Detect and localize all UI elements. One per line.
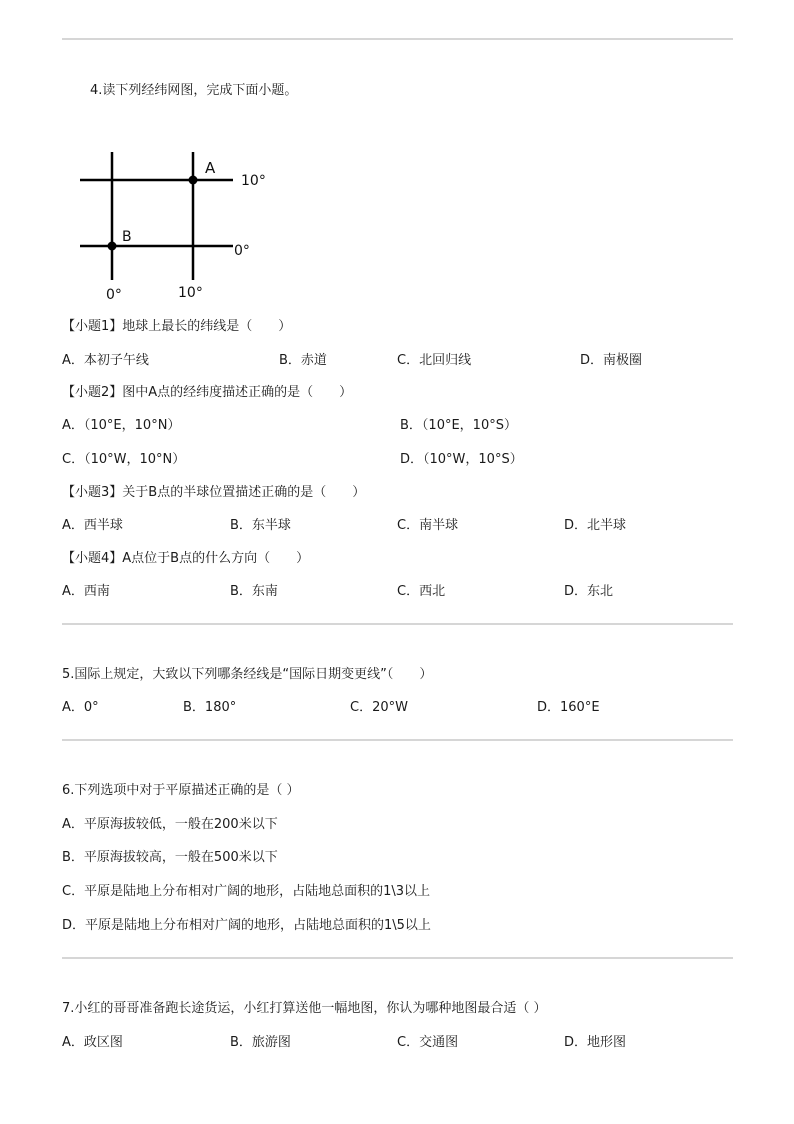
q7-option-d[interactable]: D．地形图	[564, 1035, 627, 1050]
q4-sub3-option-a[interactable]: A．西半球	[62, 518, 123, 533]
q4-sub1-stem: 【小题1】地球上最长的纬线是（ ）	[62, 319, 292, 334]
q5-option-c[interactable]: C．20°W	[350, 700, 408, 715]
q4-sub2-stem: 【小题2】图中A点的经纬度描述正确的是（ ）	[62, 385, 353, 400]
q6-option-a[interactable]: A．平原海拔较低，一般在200米以下	[62, 817, 278, 832]
latitude-label-10: 10°	[241, 173, 266, 189]
q4-stem: 4.读下列经纬网图，完成下面小题。	[90, 83, 298, 98]
q6-option-c[interactable]: C．平原是陆地上分布相对广阔的地形，占陆地总面积的1\3以上	[62, 884, 430, 899]
q4-sub2-option-c[interactable]: C．（10°W，10°N）	[62, 452, 186, 467]
q4-sub4-option-b[interactable]: B．东南	[230, 584, 278, 599]
top-divider	[62, 38, 733, 40]
q7-stem: 7.小红的哥哥准备跑长途货运，小红打算送他一幅地图，你认为哪种地图最合适（ ）	[62, 1001, 547, 1016]
q5-option-a[interactable]: A．0°	[62, 700, 99, 715]
q7-option-c[interactable]: C．交通图	[397, 1035, 459, 1050]
divider-q4-q5	[62, 623, 733, 625]
point-a-label: A	[205, 159, 216, 177]
q4-sub4-option-d[interactable]: D．东北	[564, 584, 614, 599]
q4-sub1-option-b[interactable]: B．赤道	[279, 353, 327, 368]
q5-option-b[interactable]: B．180°	[183, 700, 237, 715]
longitude-label-0: 0°	[106, 287, 122, 303]
q6-stem: 6.下列选项中对于平原描述正确的是（ ）	[62, 783, 300, 798]
divider-q6-q7	[62, 957, 733, 959]
q4-sub1-option-d[interactable]: D．南极圈	[580, 353, 643, 368]
q4-sub2-option-a[interactable]: A．（10°E，10°N）	[62, 418, 181, 433]
q5-stem: 5.国际上规定，大致以下列哪条经线是“国际日期变更线”（ ）	[62, 667, 433, 682]
q4-sub4-option-a[interactable]: A．西南	[62, 584, 110, 599]
q5-option-d[interactable]: D．160°E	[537, 700, 600, 715]
q4-sub3-option-c[interactable]: C．南半球	[397, 518, 459, 533]
lat-lon-grid-figure	[70, 145, 290, 310]
q4-sub1-option-c[interactable]: C．北回归线	[397, 353, 472, 368]
q4-sub4-stem: 【小题4】A点位于B点的什么方向（ ）	[62, 551, 310, 566]
q7-option-b[interactable]: B．旅游图	[230, 1035, 291, 1050]
q4-sub2-option-d[interactable]: D．（10°W，10°S）	[400, 452, 523, 467]
point-b-label: B	[122, 229, 132, 245]
q6-option-d[interactable]: D．平原是陆地上分布相对广阔的地形，占陆地总面积的1\5以上	[62, 918, 431, 933]
latitude-label-0: 0°	[234, 243, 250, 259]
q7-option-a[interactable]: A．政区图	[62, 1035, 123, 1050]
q4-sub3-option-d[interactable]: D．北半球	[564, 518, 627, 533]
q4-sub2-option-b[interactable]: B．（10°E，10°S）	[400, 418, 517, 433]
q6-option-b[interactable]: B．平原海拔较高，一般在500米以下	[62, 850, 278, 865]
q4-sub3-option-b[interactable]: B．东半球	[230, 518, 291, 533]
longitude-label-10: 10°	[178, 285, 203, 301]
q4-sub4-option-c[interactable]: C．西北	[397, 584, 446, 599]
q4-sub3-stem: 【小题3】关于B点的半球位置描述正确的是（ ）	[62, 485, 366, 500]
q4-sub1-option-a[interactable]: A．本初子午线	[62, 353, 149, 368]
point-b	[108, 242, 117, 251]
point-a	[189, 176, 198, 185]
divider-q5-q6	[62, 739, 733, 741]
